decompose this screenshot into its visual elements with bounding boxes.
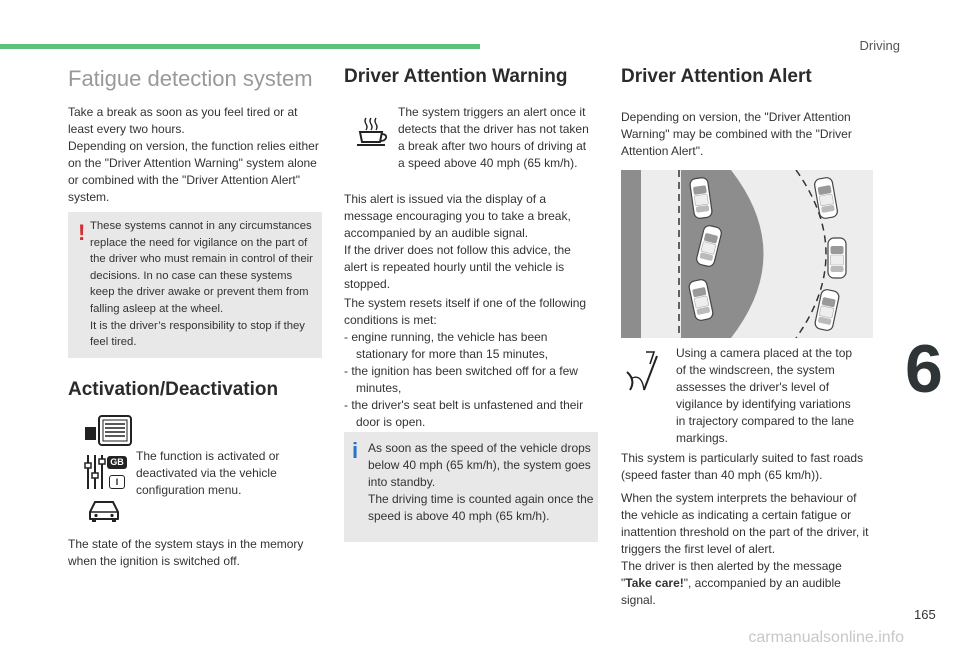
lane-illustration: [621, 170, 873, 338]
car-icon: [86, 498, 122, 524]
page-number: 165: [914, 607, 936, 622]
warning-box: [68, 212, 322, 358]
page-title: Fatigue detection system: [68, 66, 313, 91]
activation-text: The function is activated or deactivated via the vehicle configuration menu.: [136, 449, 280, 497]
exclamation-icon: !: [78, 220, 86, 245]
warning-text: These systems cannot in any circumstances replace the need for vigilance on the part of the driver who must remain in control of their decisions. In no case can these systems keep the driver awake or prevent them from falling asleep at the wheel. It is the driver’s responsibility to stop if they feel tired.: [90, 220, 313, 349]
trigger-text: The system triggers an alert once it detects that the driver has not taken a break after two hours of driving at a speed above 40 mph (65 km/h).: [398, 105, 589, 170]
reset-conditions: The system resets itself if one of the following conditions is met: - engine running, the vehicle has been stationary for more than 15 minutes, - the ignition has been switched off for a few minutes, - the driver's seat belt is unfastened and their door is open.: [344, 295, 604, 431]
driver-attention-warning-heading: Driver Attention Warning: [344, 66, 568, 87]
settings-sliders-icon: [84, 451, 132, 491]
list-item: - the ignition has been switched off for a few minutes,: [344, 364, 578, 395]
list-item: - engine running, the vehicle has been stationary for more than 15 minutes,: [344, 330, 549, 361]
watermark: carmanualsonline.info: [748, 629, 904, 646]
intro-paragraph: Take a break as soon as you feel tired or at least every two hours. Depending on version, the function relies either on the "Driver Attention Warning" system alone or combined with the "Driver Attention Alert" system.: [68, 105, 319, 204]
touchscreen-icon: [84, 414, 134, 448]
gb-badge: GB: [107, 456, 127, 469]
info-box: [344, 432, 598, 542]
interpretation-text: When the system interprets the behaviour of the vehicle as indicating a certain fatigue or inattention threshold on the part of the driver, it triggers the first level of alert. The driver is then alerted by the message "Take care!", accompanied by an audible signal.: [621, 491, 869, 607]
driver-attention-alert-heading: Driver Attention Alert: [621, 66, 812, 87]
top-accent-bar: [0, 44, 480, 49]
lane-departure-icon: [624, 350, 664, 396]
info-i-badge: I: [109, 475, 125, 489]
chapter-tab-number: 6: [905, 331, 943, 407]
camera-text: Using a camera placed at the top of the windscreen, the system assesses the driver's level of vigilance by identifying variations in trajectory compared to the lane markings.: [676, 346, 855, 445]
list-item: - the driver's seat belt is unfastened and their door is open.: [344, 398, 584, 429]
info-text: As soon as the speed of the vehicle drops below 40 mph (65 km/h), the system goes into standby. The driving time is counted again once the speed is above 40 mph (65 km/h).: [368, 441, 594, 523]
alert-intro: Depending on version, the "Driver Attention Warning" may be combined with the "Driver Attention Alert".: [621, 110, 852, 158]
fast-roads-text: This system is particularly suited to fast roads (speed faster than 40 mph (65 km/h)).: [621, 451, 864, 482]
alert-text: This alert is issued via the display of a message encouraging you to take a break, accompanied by an audible signal. If the driver does not follow this advice, the alert is repeated hourly until the vehicle is stopped.: [344, 192, 571, 291]
coffee-cup-icon: [354, 116, 390, 148]
info-icon: i: [352, 438, 359, 463]
chapter-label: Driving: [859, 38, 900, 53]
take-care-message: Take care!: [625, 576, 684, 590]
activation-heading: Activation/Deactivation: [68, 379, 279, 400]
memory-state-text: The state of the system stays in the memory when the ignition is switched off.: [68, 537, 304, 568]
